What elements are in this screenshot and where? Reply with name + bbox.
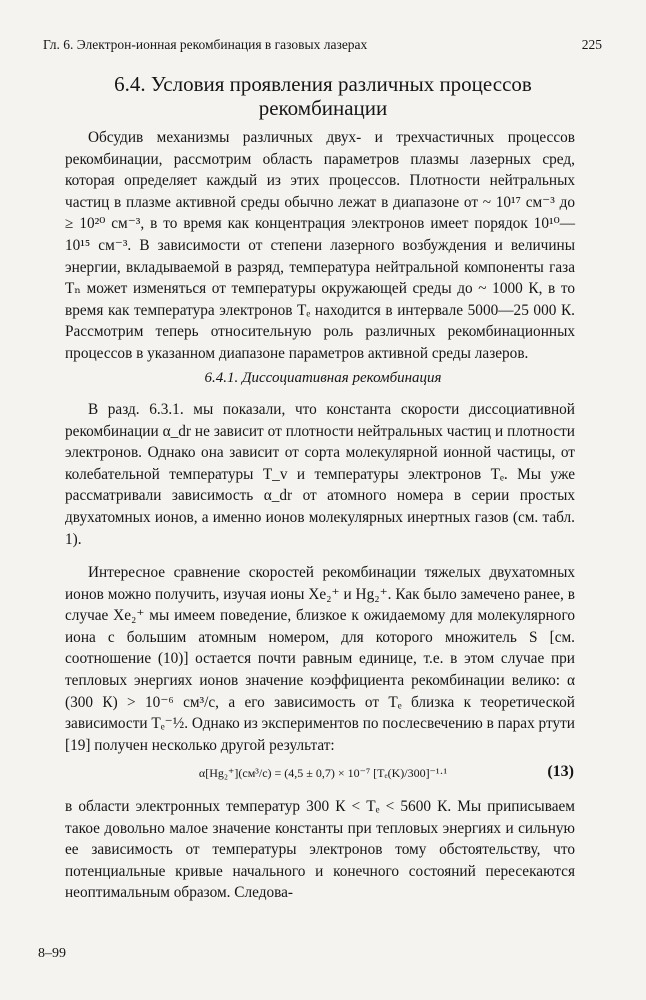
page-number: 225 <box>581 37 602 52</box>
paragraph-heavy-ions: Интересное сравнение скоростей рекомбинации тяжелых двухатомных ионов можно получить, изучая ионы Xe₂⁺ и Hg₂⁺. Как было замечено ранее, в случае Xe₂⁺ мы имеем поведение, близкое к ожидаемому для молекулярного иона с большим атомным номером, для которого множитель S [см. соотношение (10)] остается почти равным единице, т.е. в этом случае при тепловых энергиях ионов значение коэффициента рекомбинации велико: α (300 К) > 10⁻⁶ см³/с, а его зависимость от Tₑ близка к теоретической зависимости Tₑ⁻½. Однако из экспериментов по послесвечению в парах ртути [19] получен несколько другой результат: <box>65 564 575 754</box>
equation-number: (13) <box>547 763 574 780</box>
section-title <box>40 72 606 120</box>
signature-mark: 8–99 <box>38 946 66 961</box>
section-title-line1: 6.4. Условия проявления различных процессов <box>114 72 532 96</box>
chapter-title: Гл. 6. Электрон-ионная рекомбинация в газовых лазерах <box>43 37 368 52</box>
paragraph-dissociative: В разд. 6.3.1. мы показали, что константа скорости диссоциативной рекомбинации α_dr не зависит от плотности нейтральных частиц и плотности электронов. Однако она зависит от сорта молекулярной ионной частицы, от колебательной температуры T_v и температуры электронов Tₑ. Мы уже рассматривали зависимость α_dr от атомного номера в серии простых двухатомных ионов, а именно ионов молекулярных инертных газов (см. табл. 1). <box>65 401 575 548</box>
formula: α[Hg₂⁺](см³/с) = (4,5 ± 0,7) × 10⁻⁷ [Tₑ(K)/300]⁻¹·¹ <box>198 766 448 780</box>
paragraph-intro: Обсудив механизмы различных двух- и трехчастичных процессов рекомбинации, рассмотрим область параметров плазмы лазерных сред, которая определяет каждый из этих процессов. Плотности нейтральных частиц в плазме активной среды обычно лежат в диапазоне от ~ 10¹⁷ см⁻³ до ≥ 10²⁰ см⁻³, в то время как концентрация электронов имеет порядок 10¹⁰—10¹⁵ см⁻³. В зависимости от степени лазерного возбуждения и величины энергии, вкладываемой в разряд, температура нейтральной компоненты газа Tₙ может изменяться от температуры окружающей среды до ~ 1000 К, в то время как температура электронов Tₑ находится в интервале 5000—25 000 К. Рассмотрим теперь относительную роль различных рекомбинационных процессов в указанном диапазоне параметров активной среды лазеров. <box>65 129 575 362</box>
paragraph-continuation: в области электронных температур 300 К < Tₑ < 5600 К. Мы приписываем такое довольно малое значение константы при тепловых энергиях и сильную ее зависимость от температуры электронов тому обстоятельству, что потенциальные кривые начального и конечного состояний пересекаются неоптимальным образом. Следова- <box>65 798 575 902</box>
running-header <box>43 37 602 53</box>
section-title-line2: рекомбинации <box>258 96 388 120</box>
subsection-title: 6.4.1. Диссоциативная рекомбинация <box>204 370 442 386</box>
